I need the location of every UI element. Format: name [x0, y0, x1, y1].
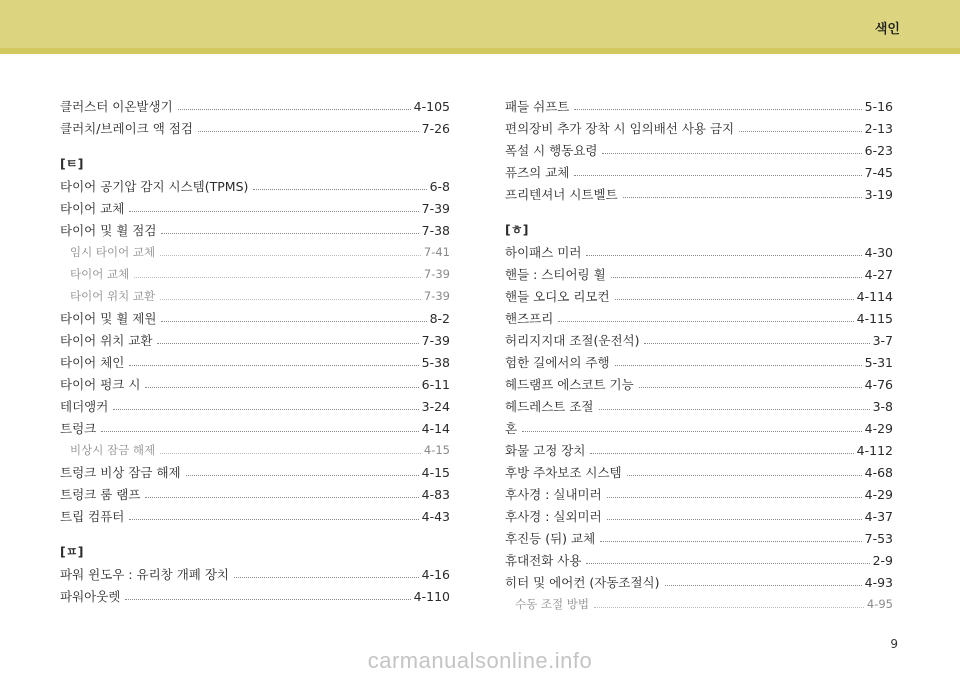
dot-leader: [101, 431, 418, 432]
entry-page-ref: 4-95: [866, 597, 893, 611]
index-entry: [505, 480, 893, 502]
entry-label: 임시 타이어 교체: [70, 245, 156, 259]
entry-page-ref: 3-7: [872, 333, 893, 348]
index-entry: [505, 458, 893, 480]
index-entry: [60, 326, 450, 348]
entry-page-ref: 6-11: [421, 377, 450, 392]
dot-leader: [558, 321, 853, 322]
dot-leader: [157, 343, 418, 344]
dot-leader: [113, 409, 418, 410]
index-entry: [505, 282, 893, 304]
index-entry: [60, 502, 450, 524]
entry-page-ref: 4-30: [864, 245, 893, 260]
entry-page-ref: 4-112: [856, 443, 893, 458]
dot-leader: [253, 189, 426, 190]
entry-page-ref: 4-29: [864, 421, 893, 436]
entry-page-ref: 7-39: [421, 201, 450, 216]
dot-leader: [145, 387, 418, 388]
entry-label: 퓨즈의 교체: [505, 165, 570, 180]
index-entry: [60, 348, 450, 370]
entry-label: 트렁크 비상 잠금 해제: [60, 465, 181, 480]
entry-page-ref: 7-38: [421, 223, 450, 238]
index-entry: [505, 436, 893, 458]
header-bar: [0, 0, 960, 48]
entry-page-ref: 7-39: [421, 333, 450, 348]
entry-label: 화물 고정 장치: [505, 443, 586, 458]
index-entry: [60, 172, 450, 194]
entry-label: 험한 길에서의 주행: [505, 355, 610, 370]
entry-label: 후사경 : 실외미러: [505, 509, 602, 524]
index-entry: [60, 582, 450, 604]
index-entry: [505, 568, 893, 590]
entry-page-ref: 4-110: [413, 589, 450, 604]
index-entry: [505, 304, 893, 326]
dot-leader: [161, 321, 426, 322]
entry-label: 트렁크 룸 램프: [60, 487, 141, 502]
dot-leader: [574, 109, 861, 110]
entry-page-ref: 4-115: [856, 311, 893, 326]
dot-leader: [639, 387, 862, 388]
dot-leader: [186, 475, 419, 476]
header-rule: [0, 48, 960, 54]
entry-label: 혼: [505, 421, 518, 436]
entry-label: 타이어 교체: [70, 267, 130, 281]
entry-page-ref: 4-29: [864, 487, 893, 502]
index-entry: [60, 370, 450, 392]
index-entry: [505, 92, 893, 114]
watermark: carmanualsonline.info: [367, 648, 593, 673]
entry-label: 트렁크: [60, 421, 97, 436]
dot-leader: [178, 109, 411, 110]
dot-leader: [623, 197, 862, 198]
index-section-heading: [ㅎ]: [505, 222, 529, 237]
entry-page-ref: 2-9: [872, 553, 893, 568]
entry-label: 클러치/브레이크 액 점검: [60, 121, 193, 136]
entry-label: 타이어 및 휠 제원: [60, 311, 157, 326]
entry-page-ref: 4-43: [421, 509, 450, 524]
entry-label: 트립 컴퓨터: [60, 509, 125, 524]
index-entry: [60, 480, 450, 502]
entry-label: 프리텐셔너 시트벨트: [505, 187, 618, 202]
dot-leader: [627, 475, 862, 476]
dot-leader: [161, 233, 418, 234]
dot-leader: [590, 453, 853, 454]
entry-label: 타이어 및 휠 점검: [60, 223, 157, 238]
entry-page-ref: 6-8: [429, 179, 450, 194]
entry-label: 편의장비 추가 장착 시 임의배선 사용 금지: [505, 121, 735, 136]
index-entry: [60, 216, 450, 238]
dot-leader: [145, 497, 418, 498]
dot-leader: [602, 153, 861, 154]
index-entry: [505, 348, 893, 370]
entry-label: 타이어 교체: [60, 201, 125, 216]
entry-label: 테더앵커: [60, 399, 109, 414]
index-entry: [60, 194, 450, 216]
entry-label: 파워 윈도우 : 유리창 개폐 장치: [60, 567, 229, 582]
dot-leader: [125, 599, 410, 600]
entry-page-ref: 3-19: [864, 187, 893, 202]
entry-label: 타이어 펑크 시: [60, 377, 141, 392]
entry-label: 헤드램프 에스코트 기능: [505, 377, 634, 392]
entry-label: 후방 주차보조 시스템: [505, 465, 622, 480]
entry-page-ref: 7-39: [423, 289, 450, 303]
entry-page-ref: 4-76: [864, 377, 893, 392]
index-entry: [60, 114, 450, 136]
dot-leader: [615, 365, 862, 366]
entry-page-ref: 7-53: [864, 531, 893, 546]
entry-page-ref: 7-45: [864, 165, 893, 180]
dot-leader: [586, 563, 869, 564]
index-entry: [505, 136, 893, 158]
entry-page-ref: 5-38: [421, 355, 450, 370]
dot-leader: [129, 365, 418, 366]
entry-label: 히터 및 에어컨 (자동조절식): [505, 575, 660, 590]
index-entry: [505, 524, 893, 546]
entry-label: 타이어 위치 교환: [60, 333, 153, 348]
index-entry: [60, 92, 450, 114]
entry-label: 클러스터 이온발생기: [60, 99, 173, 114]
dot-leader: [611, 277, 862, 278]
entry-page-ref: 4-16: [421, 567, 450, 582]
entry-page-ref: 4-93: [864, 575, 893, 590]
dot-leader: [594, 607, 864, 608]
index-entry: [60, 414, 450, 436]
entry-label: 후사경 : 실내미러: [505, 487, 602, 502]
dot-leader: [644, 343, 869, 344]
entry-label: 수동 조절 방법: [515, 597, 589, 611]
index-subentry: [60, 260, 450, 282]
dot-leader: [574, 175, 861, 176]
entry-label: 타이어 위치 교환: [70, 289, 156, 303]
entry-label: 패들 쉬프트: [505, 99, 570, 114]
index-entry: [60, 458, 450, 480]
entry-page-ref: 4-27: [864, 267, 893, 282]
entry-page-ref: 5-31: [864, 355, 893, 370]
entry-page-ref: 5-16: [864, 99, 893, 114]
dot-leader: [129, 519, 418, 520]
entry-page-ref: 7-26: [421, 121, 450, 136]
entry-page-ref: 4-37: [864, 509, 893, 524]
dot-leader: [665, 585, 862, 586]
entry-page-ref: 4-15: [421, 465, 450, 480]
entry-page-ref: 4-114: [856, 289, 893, 304]
entry-page-ref: 7-41: [423, 245, 450, 259]
page-title: 색인: [874, 22, 900, 37]
entry-label: 핸즈프리: [505, 311, 554, 326]
index-subentry: [60, 436, 450, 458]
entry-label: 휴대전화 사용: [505, 553, 582, 568]
index-entry: [505, 326, 893, 348]
entry-label: 파워아웃렛: [60, 589, 121, 604]
entry-label: 타이어 공기압 감지 시스템(TPMS): [60, 179, 249, 194]
index-subentry: [60, 238, 450, 260]
index-entry: [60, 560, 450, 582]
index-entry: [505, 414, 893, 436]
index-entry: [60, 304, 450, 326]
index-entry: [505, 238, 893, 260]
dot-leader: [234, 577, 419, 578]
entry-label: 허리지지대 조절(운전석): [505, 333, 640, 348]
entry-label: 후진등 (뒤) 교체: [505, 531, 596, 546]
entry-page-ref: 4-15: [423, 443, 450, 457]
entry-page-ref: 3-24: [421, 399, 450, 414]
index-entry: [505, 260, 893, 282]
entry-page-ref: 4-83: [421, 487, 450, 502]
index-section-heading: [ㅍ]: [60, 544, 84, 559]
entry-label: 핸들 : 스티어링 휠: [505, 267, 606, 282]
index-entry: [505, 158, 893, 180]
dot-leader: [586, 255, 861, 256]
index-subentry: [505, 590, 893, 612]
dot-leader: [160, 255, 421, 256]
index-entry: [505, 370, 893, 392]
dot-leader: [607, 497, 862, 498]
entry-label: 핸들 오디오 리모컨: [505, 289, 610, 304]
dot-leader: [599, 409, 870, 410]
dot-leader: [600, 541, 861, 542]
entry-page-ref: 3-8: [872, 399, 893, 414]
entry-page-ref: 2-13: [864, 121, 893, 136]
index-column-right: [505, 92, 893, 612]
index-subentry: [60, 282, 450, 304]
index-entry: [505, 114, 893, 136]
index-entry: [505, 502, 893, 524]
entry-label: 비상시 잠금 해제: [70, 443, 156, 457]
dot-leader: [160, 299, 421, 300]
entry-page-ref: 7-39: [423, 267, 450, 281]
index-section-heading: [ㅌ]: [60, 156, 84, 171]
dot-leader: [160, 453, 421, 454]
dot-leader: [615, 299, 854, 300]
index-entry: [60, 392, 450, 414]
dot-leader: [129, 211, 418, 212]
dot-leader: [522, 431, 862, 432]
entry-page-ref: 4-68: [864, 465, 893, 480]
dot-leader: [607, 519, 862, 520]
entry-label: 폭설 시 행동요령: [505, 143, 598, 158]
dot-leader: [198, 131, 419, 132]
entry-page-ref: 4-14: [421, 421, 450, 436]
entry-page-ref: 6-23: [864, 143, 893, 158]
index-entry: [505, 392, 893, 414]
page-number: 9: [890, 637, 898, 651]
entry-label: 헤드레스트 조절: [505, 399, 594, 414]
dot-leader: [134, 277, 421, 278]
entry-page-ref: 4-105: [413, 99, 450, 114]
entry-label: 하이패스 미러: [505, 245, 582, 260]
index-column-left: [60, 92, 450, 604]
index-entry: [505, 180, 893, 202]
index-entry: [505, 546, 893, 568]
entry-page-ref: 8-2: [429, 311, 450, 326]
entry-label: 타이어 체인: [60, 355, 125, 370]
dot-leader: [739, 131, 862, 132]
